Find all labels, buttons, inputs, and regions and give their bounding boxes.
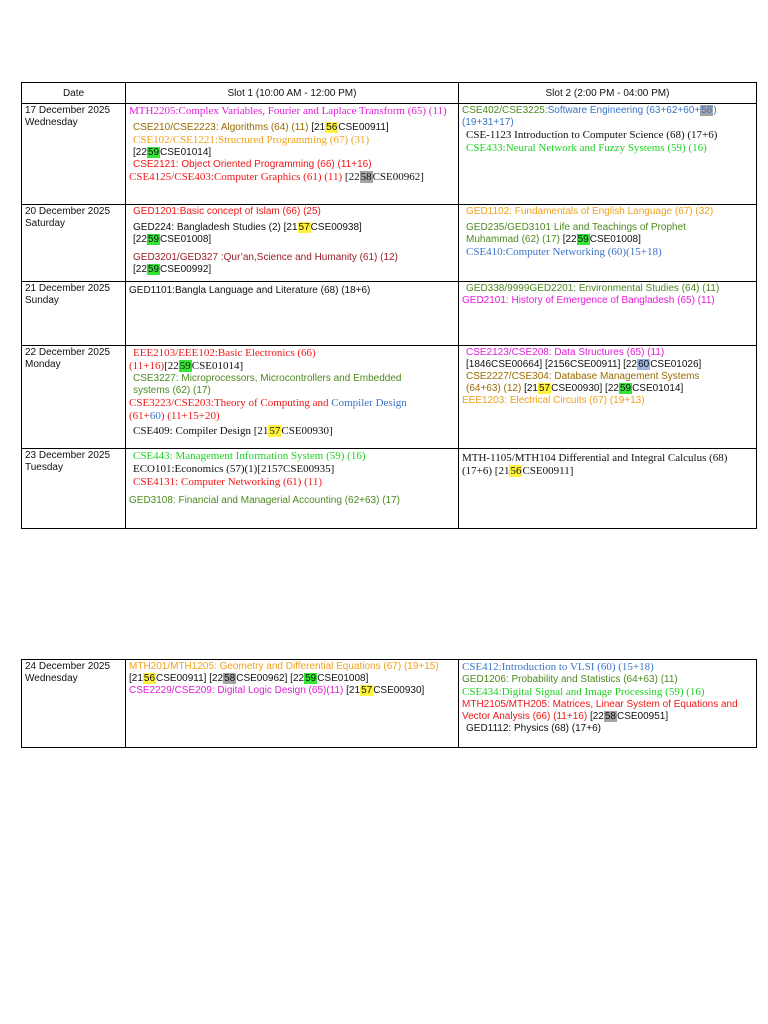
course-line (462, 206, 754, 218)
highlighted-code: 59 (147, 147, 160, 158)
slot1-cell (126, 660, 459, 748)
course-line (129, 685, 456, 697)
course-line (129, 222, 456, 234)
course-text: Vector Analysis (66) (11+16) (462, 711, 590, 722)
schedule-row (22, 660, 757, 748)
course-line (462, 383, 754, 395)
course-text: GED1112: Physics (68) (17+6) (466, 723, 601, 734)
slot1-cell (126, 104, 459, 205)
course-line (462, 246, 754, 259)
course-text: MTH2105/MTH205: Matrices, Linear System of Equations and (462, 699, 738, 710)
course-text: CSE01008] (317, 673, 369, 684)
exam-weekday: Wednesday (25, 117, 78, 128)
exam-weekday: Sunday (25, 295, 59, 306)
course-text: CSE2229/CSE209: Digital Logic Design (65)(11) (129, 685, 347, 696)
course-text: [22 (133, 147, 147, 158)
course-text: CSE102/CSE1221:Structured Programming (67) (31) (133, 134, 370, 146)
course-line (129, 347, 456, 360)
course-text: CSE00930] (373, 685, 425, 696)
course-line (462, 295, 754, 307)
course-text: EEE2103/EEE102:Basic Electronics (66) (133, 347, 316, 359)
slot1-cell (126, 205, 459, 282)
schedule-body-continued (22, 660, 757, 748)
date-cell (22, 660, 126, 748)
course-line (462, 465, 754, 478)
highlighted-code: 59 (147, 234, 160, 245)
course-text: [22 (589, 711, 604, 722)
course-text: CSE00938] (310, 222, 362, 233)
course-text: (19+31+17) (462, 117, 514, 128)
exam-date: 23 December 2025 (25, 450, 111, 461)
course-text: GED3108: Financial and Managerial Accounting (62+63) (17) (129, 495, 400, 506)
course-text: CSE433:Neural Network and Fuzzy Systems (59) (16) (466, 142, 707, 154)
course-text: CSE-1123 Introduction to Computer Science (68) (17+6) (466, 129, 718, 141)
course-line (129, 171, 456, 184)
highlighted-code: 56 (510, 465, 522, 477)
slot2-cell (459, 282, 757, 346)
course-text: GED224: Bangladesh Studies (2) [21 (133, 222, 298, 233)
schedule-row (22, 205, 757, 282)
course-line (129, 373, 456, 385)
highlighted-code: 59 (577, 234, 589, 245)
highlighted-code: 59 (179, 360, 191, 372)
course-text: GED2101: History of Emergence of Bangladesh (65) (11) (462, 295, 715, 306)
exam-schedule-table (21, 82, 757, 529)
slot1-header: Slot 1 (10:00 AM - 12:00 PM) (126, 83, 459, 104)
course-text: [21 (524, 383, 538, 394)
course-text: CSE01014] (160, 147, 212, 158)
exam-schedule-table-continued (21, 659, 757, 748)
course-text: [21 (129, 673, 143, 684)
course-text: [21 (311, 122, 326, 133)
date-cell (22, 449, 126, 529)
course-line (462, 395, 754, 407)
course-text: CSE410:Computer Networking (60)(15+18) (466, 246, 662, 258)
course-text: GED1102: Fundamentals of English Language (67) (32) (466, 206, 714, 217)
course-text: [22 (562, 234, 577, 245)
slot2-header: Slot 2 (2:00 PM - 04:00 PM) (459, 83, 757, 104)
highlighted-code: 58 (224, 673, 236, 684)
highlighted-code: 57 (298, 222, 310, 233)
course-text: CSE402/CSE3225: (462, 105, 548, 116)
course-text: CSE210/CSE2223: Algorithms (64) (11) (133, 122, 312, 133)
schedule-row (22, 104, 757, 205)
course-text: (17+6) [21 (462, 465, 510, 477)
course-line (129, 122, 456, 134)
date-cell (22, 104, 126, 205)
course-text: CSE00930] (281, 425, 333, 437)
course-text: [22 (133, 234, 147, 245)
course-text: CSE2123/CSE208: Data Structures (65) (11) (466, 347, 665, 358)
course-line (462, 699, 754, 711)
course-line (462, 347, 754, 359)
course-text: CSE3223/CSE203:Theory of Computing and (129, 397, 332, 409)
course-text: CSE00962] (372, 171, 424, 183)
highlighted-code: 59 (305, 673, 317, 684)
course-text: GED1101:Bangla Language and Literature (68) (18+6) (129, 285, 371, 296)
course-line (129, 105, 456, 118)
course-text: [22 (344, 171, 360, 183)
course-text: GED1201:Basic concept of Islam (66) (25) (133, 206, 321, 217)
schedule-body (22, 104, 757, 529)
slot1-cell (126, 282, 459, 346)
course-text: CSE00911] (338, 122, 389, 133)
schedule-row (22, 282, 757, 346)
highlighted-code: 58 (360, 171, 372, 183)
course-text: CSE01014] (632, 383, 684, 394)
course-line (129, 661, 456, 673)
schedule-row (22, 346, 757, 449)
course-line (129, 450, 456, 463)
exam-date: 22 December 2025 (25, 347, 111, 358)
date-cell (22, 282, 126, 346)
course-text: [21 (346, 685, 361, 696)
exam-date: 24 December 2025 (25, 661, 111, 672)
course-line (129, 159, 456, 171)
course-text: MTH-1105/MTH104 Differential and Integral Calculus (68) (462, 452, 728, 464)
course-text: CSE4131: Computer Networking (61) (11) (133, 476, 323, 488)
course-line (462, 117, 754, 129)
course-text: [22 (164, 360, 179, 372)
course-line (462, 371, 754, 383)
course-line (462, 674, 754, 686)
course-line (462, 711, 754, 723)
course-line (129, 673, 456, 685)
course-text: 60 (149, 410, 161, 422)
course-line (129, 147, 456, 159)
slot2-cell (459, 346, 757, 449)
course-line (462, 234, 754, 246)
date-cell (22, 205, 126, 282)
course-line (129, 410, 456, 423)
date-header: Date (22, 83, 126, 104)
course-text: MTH201/MTH1205: Geometry and Differential Equations (67) (19+15) (129, 661, 439, 672)
course-line (129, 463, 456, 476)
slot2-cell (459, 205, 757, 282)
course-line (462, 142, 754, 155)
course-text: GED1206: Probability and Statistics (64+63) (11) (462, 674, 678, 685)
course-text: CSE2227/CSE304: Database Management Systems (466, 371, 700, 382)
course-text: CSE00930] [22 (551, 383, 619, 394)
course-text: CSE3227: Microprocessors, Microcontrollers and Embedded (133, 373, 402, 384)
course-text: CSE01008] (160, 234, 212, 245)
highlighted-code: 59 (619, 383, 632, 394)
highlighted-code: 58 (701, 105, 713, 116)
course-text: systems (62) (17) (133, 385, 211, 396)
course-text: CSE01026] (650, 359, 702, 370)
highlighted-code: 57 (361, 685, 373, 696)
exam-date: 20 December 2025 (25, 206, 111, 217)
slot1-cell (126, 449, 459, 529)
course-text: GED338/9999GED2201: Environmental Studies (64) (11) (466, 283, 720, 294)
course-text: CSE412:Introduction to VLSI (60) (15+18) (462, 661, 654, 673)
course-line (462, 661, 754, 674)
course-text: CSE443: Management Information System (59) (16) (133, 450, 366, 462)
highlighted-code: 59 (147, 264, 160, 275)
slot2-cell (459, 449, 757, 529)
course-text: (61+ (129, 410, 150, 422)
course-text: GED235/GED3101 Life and Teachings of Prophet (466, 222, 686, 233)
course-text: CSE2121: Object Oriented Programming (66) (11+16) (133, 159, 372, 170)
course-line (129, 495, 456, 507)
course-line (129, 385, 456, 397)
course-text: CSE409: Compiler Design [21 (133, 425, 269, 437)
exam-weekday: Monday (25, 359, 61, 370)
course-line (462, 452, 754, 465)
course-text: MTH2205:Complex Variables, Fourier and Laplace Transform (65) (11) (129, 105, 447, 117)
course-line (462, 359, 754, 371)
course-line (129, 397, 456, 410)
course-text: CSE4125/CSE403:Computer Graphics (61) (11) (129, 171, 345, 183)
course-line (129, 425, 456, 438)
exam-date: 21 December 2025 (25, 283, 111, 294)
course-line (462, 283, 754, 295)
course-line (462, 222, 754, 234)
course-text: CSE00951] (616, 711, 669, 722)
course-text: CSE00962] [22 (236, 673, 305, 684)
course-text: EEE1203: Electrical Circuits (67) (19+13) (462, 395, 645, 406)
course-text: CSE01014] (191, 360, 244, 372)
course-line (129, 476, 456, 489)
course-text: CSE00911] [22 (156, 673, 224, 684)
highlighted-code: 58 (604, 711, 616, 722)
course-text: ) (11+15+20) (160, 410, 220, 422)
course-text: Muhammad (62) (17) (466, 234, 563, 245)
course-text: ) (713, 105, 717, 116)
exam-weekday: Saturday (25, 218, 66, 229)
course-text: CSE434:Digital Signal and Image Processing (59) (16) (462, 686, 705, 698)
course-text: [1846CSE00664] [2156CSE00911] [22 (466, 359, 638, 370)
exam-weekday: Wednesday (25, 673, 78, 684)
course-line (462, 686, 754, 699)
course-line (129, 264, 456, 276)
course-text: CSE00992] (160, 264, 212, 275)
highlighted-code: 60 (638, 359, 650, 370)
course-text: ECO101:Economics (57)(1)[2157CSE00935] (133, 463, 335, 475)
slot2-cell (459, 660, 757, 748)
course-line (129, 134, 456, 147)
course-line (129, 252, 456, 264)
slot1-cell (126, 346, 459, 449)
course-line (129, 360, 456, 373)
course-line (462, 105, 754, 117)
course-line (129, 285, 456, 297)
highlighted-code: 56 (326, 122, 338, 133)
course-text: [22 (133, 264, 147, 275)
course-line (462, 723, 754, 735)
course-text: Software Engineering (63+62+60+ (547, 105, 701, 116)
course-text: GED3201/GED327 :Qur’an,Science and Humanity (61) (12) (133, 252, 398, 263)
course-text: Compiler Design (331, 397, 407, 409)
course-line (129, 206, 456, 218)
course-text: (64+63) (12) (466, 383, 525, 394)
highlighted-code: 56 (143, 673, 156, 684)
highlighted-code: 57 (539, 383, 551, 394)
schedule-row (22, 449, 757, 529)
exam-date: 17 December 2025 (25, 105, 111, 116)
highlighted-code: 57 (269, 425, 281, 437)
course-text: CSE01008] (589, 234, 641, 245)
course-text: (11+16) (129, 360, 165, 372)
date-cell (22, 346, 126, 449)
course-line (129, 234, 456, 246)
course-line (462, 129, 754, 142)
slot2-cell (459, 104, 757, 205)
course-text: CSE00911] (522, 465, 574, 477)
header-row (22, 83, 757, 104)
exam-weekday: Tuesday (25, 462, 63, 473)
